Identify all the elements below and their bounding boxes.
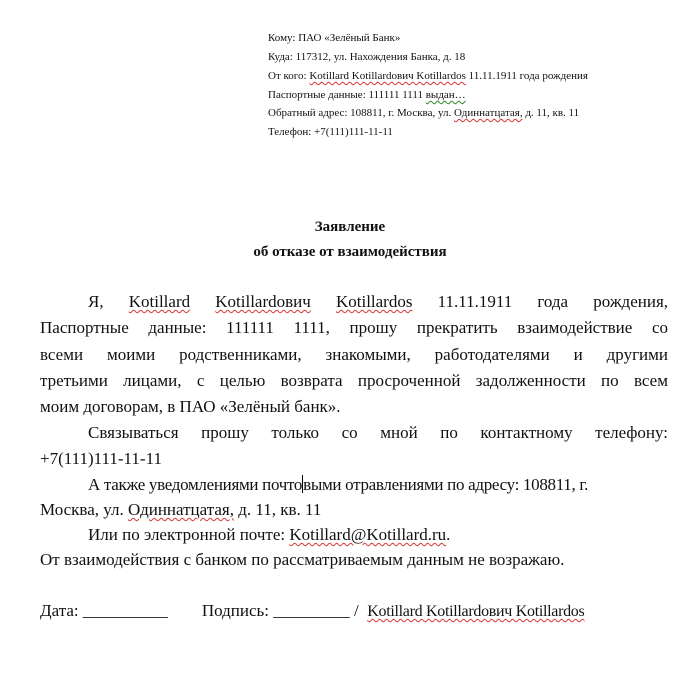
text: выми отравлениями по адресу: 108811, г.: [303, 475, 589, 494]
header-passport: [268, 88, 466, 102]
return-address-end: д. 11, кв. 11: [525, 107, 580, 119]
text: .: [446, 525, 451, 544]
document-subtitle: об отказе от взаимодействия: [253, 244, 447, 260]
from-label: От кого:: [268, 70, 307, 82]
body-line-5: моим договорам, в ПАО «Зелёный банк».: [40, 397, 341, 416]
text: 11.11.1911 года рождения,: [437, 292, 669, 311]
from-name: Kotillard Kotillardович Kotillardos: [309, 70, 466, 82]
header-phone: Телефон: +7(111)111-11-11: [268, 126, 393, 138]
return-street: Одиннатцатая,: [454, 107, 523, 119]
name-part: Kotillard: [128, 292, 191, 311]
street: Одиннатцатая,: [128, 500, 234, 519]
from-birth: 11.11.1911 года рождения: [468, 70, 588, 82]
body-line-6: Связываться прошу только со мной по контактному телефону:: [88, 423, 668, 442]
header-where: Куда: 117312, ул. Нахождения Банка, д. 18: [268, 51, 466, 63]
text: Я,: [88, 292, 104, 311]
passport-issued: выдан…: [425, 89, 466, 101]
signature-field: Подпись: _________ /: [201, 601, 359, 620]
signature-line: [40, 601, 668, 622]
email-link[interactable]: Kotillard@Kotillard.ru: [289, 525, 447, 544]
text: д. 11, кв. 11: [238, 500, 322, 519]
text: Или по электронной почте:: [88, 525, 286, 544]
body-line-1: [40, 292, 668, 312]
body-line-10: [40, 525, 668, 545]
name-part: Kotillardович: [215, 292, 311, 311]
body-line-7: +7(111)111-11-11: [40, 449, 162, 468]
document-title: Заявление: [314, 219, 386, 235]
header-to: Кому: ПАО «Зелёный Банк»: [268, 32, 401, 44]
header-from: [268, 69, 588, 83]
name-part: Kotillardos: [335, 292, 413, 311]
body-line-9: [40, 500, 668, 520]
date-field: Дата: __________: [40, 601, 168, 620]
text: Москва, ул.: [40, 500, 124, 519]
passport-label: Паспортные данные: 111111 1111: [268, 89, 423, 101]
body-line-3: всеми моими родственниками, знакомыми, работодателями и другими: [40, 345, 668, 364]
body-line-8: [40, 475, 668, 495]
header-return-address: [268, 106, 579, 120]
signer-name: Kotillard Kotillardович Kotillardos: [367, 603, 585, 620]
return-address-start: Обратный адрес: 108811, г. Москва, ул.: [268, 107, 452, 119]
text: А также уведомлениями почто: [88, 475, 303, 494]
body-line-4: третьими лицами, с целью возврата просроченной задолженности по всем: [40, 371, 668, 390]
body-line-11: От взаимодействия с банком по рассматриваемым данным не возражаю.: [40, 550, 565, 569]
body-line-2: Паспортные данные: 111111 1111, прошу прекратить взаимодействие со: [40, 318, 668, 337]
